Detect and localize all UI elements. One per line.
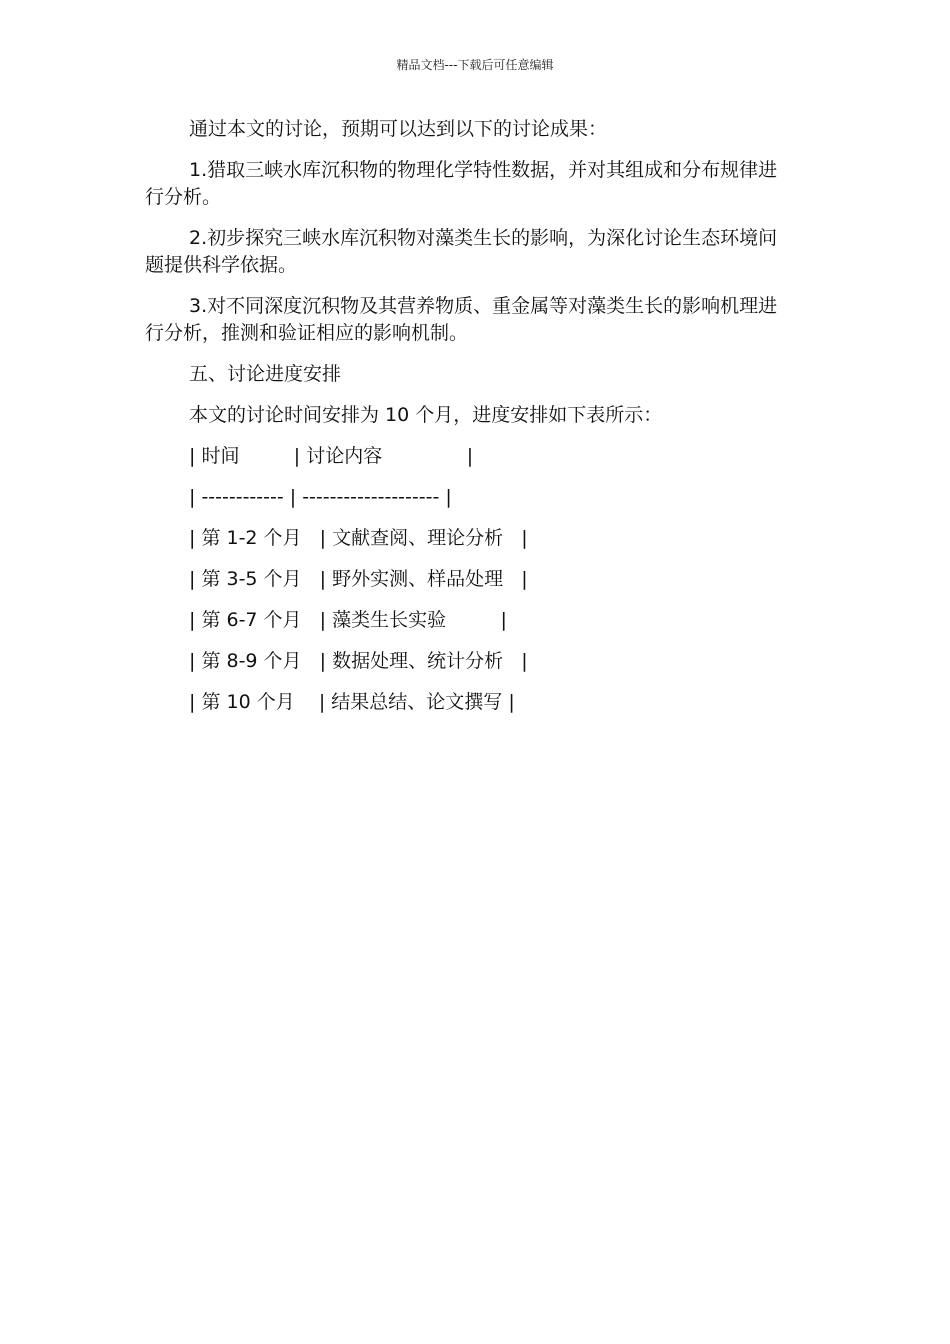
page-header: 精品文档---下载后可任意编辑 (396, 58, 554, 72)
table-row: | 第 3-5 个月 | 野外实测、样品处理 | (189, 568, 528, 590)
table-header-line: | 时间 | 讨论内容 | (189, 445, 474, 467)
document-body (145, 116, 795, 730)
result-item-3: 3.对不同深度沉积物及其营养物质、重金属等对藻类生长的影响机理进行分析，推测和验证相应的影响机制。 (145, 295, 778, 344)
schedule-intro: 本文的讨论时间安排为 10 个月，进度安排如下表所示： (189, 404, 663, 426)
table-row: | 第 6-7 个月 | 藻类生长实验 | (189, 609, 507, 631)
result-item-2: 2.初步探究三峡水库沉积物对藻类生长的影响，为深化讨论生态环境问题提供科学依据。 (145, 227, 778, 276)
result-item-1: 1.猎取三峡水库沉积物的物理化学特性数据，并对其组成和分布规律进行分析。 (145, 159, 778, 208)
section-heading: 五、讨论进度安排 (189, 363, 342, 385)
table-row: | 第 1-2 个月 | 文献查阅、理论分析 | (189, 527, 528, 549)
table-row: | 第 10 个月 | 结果总结、论文撰写 | (189, 691, 515, 713)
table-separator-line: | ------------ | -------------------- | (189, 486, 452, 508)
intro-paragraph: 通过本文的讨论，预期可以达到以下的讨论成果： (189, 118, 608, 140)
table-row: | 第 8-9 个月 | 数据处理、统计分析 | (189, 650, 528, 672)
